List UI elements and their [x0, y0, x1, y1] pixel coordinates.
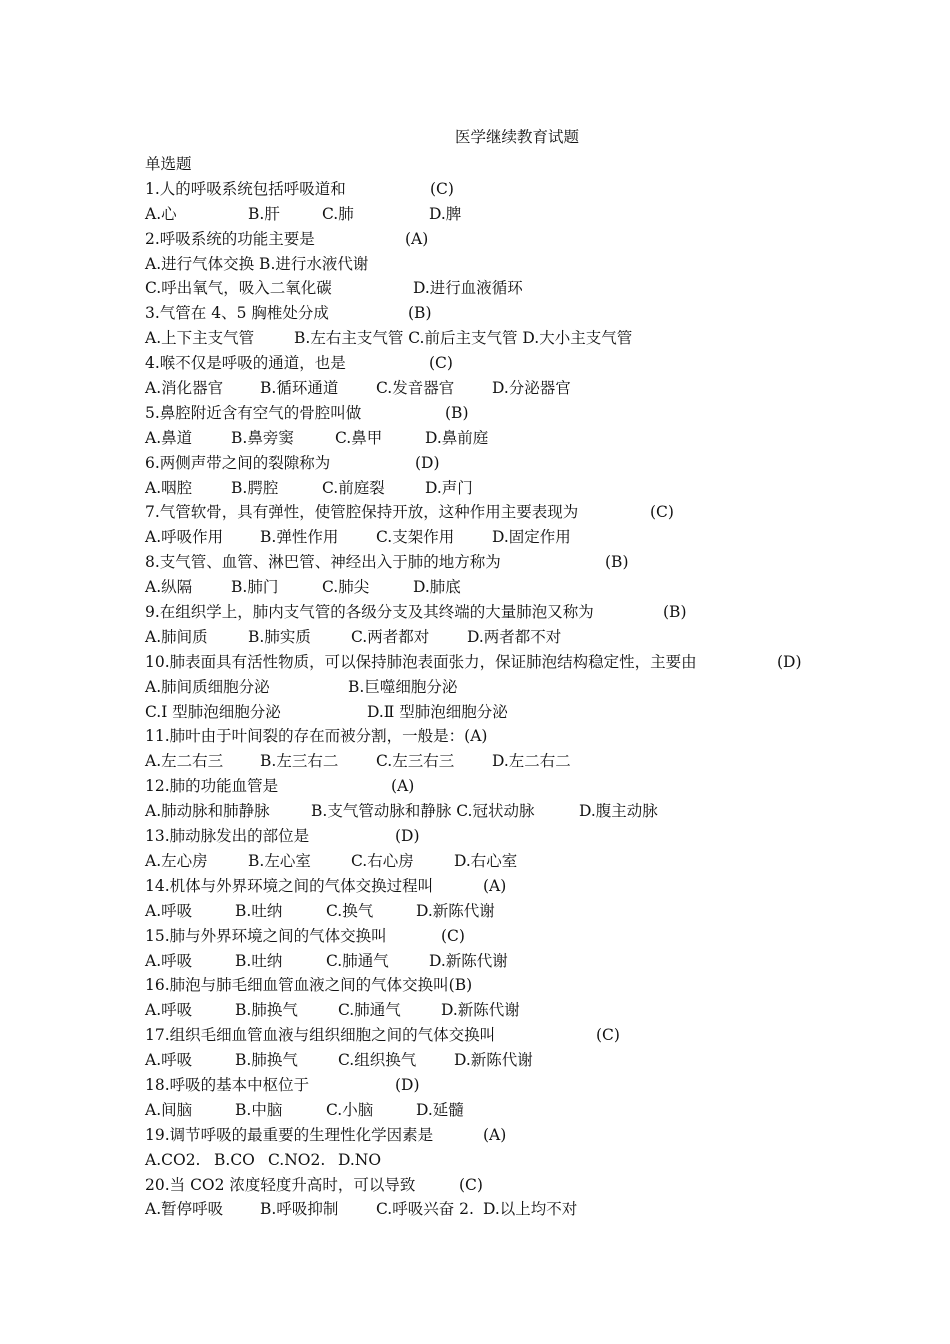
option-b: B.吐纳	[235, 901, 283, 920]
question-text: 19.调节呼吸的最重要的生理性化学因素是	[145, 1125, 434, 1144]
option-a: A.肺间质	[145, 627, 208, 646]
question-9	[145, 600, 935, 625]
option-d: D.两者都不对	[467, 627, 562, 646]
question-2	[145, 227, 935, 252]
options-row	[145, 749, 935, 774]
question-text: 2.呼吸系统的功能主要是	[145, 229, 315, 248]
question-4	[145, 351, 935, 376]
option-c: C.右心房	[351, 851, 414, 870]
options-row	[145, 675, 935, 700]
question-7	[145, 500, 935, 525]
option-a: A.呼吸	[145, 1001, 193, 1020]
option-b: B.弹性作用	[260, 528, 339, 547]
answer-key: (A)	[464, 727, 488, 746]
option-a: A.心	[145, 204, 177, 223]
option-b: B.中脑	[235, 1100, 283, 1119]
option-d: D.NO	[338, 1150, 382, 1169]
answer-key: (A)	[391, 777, 415, 796]
option-d: D.新陈代谢	[429, 951, 508, 970]
question-text: 13.肺动脉发出的部位是	[145, 827, 310, 846]
option-c: C.鼻甲	[335, 428, 383, 447]
question-text: 9.在组织学上，肺内支气管的各级分支及其终端的大量肺泡又称为	[145, 603, 594, 622]
question-5	[145, 401, 935, 426]
answer-key: (C)	[596, 1026, 620, 1045]
question-text: 7.气管软骨，具有弹性，使管腔保持开放，这种作用主要表现为	[145, 503, 579, 522]
option-c: C.左三右三	[376, 752, 455, 771]
option-a: A.咽腔	[145, 478, 193, 497]
option-a: A.肺动脉和肺静脉	[145, 802, 270, 821]
question-text: 8.支气管、血管、淋巴管、神经出入于肺的地方称为	[145, 553, 501, 572]
option-c: C.支架作用	[376, 528, 455, 547]
option-d: D.以上均不对	[483, 1200, 578, 1219]
option-b: B.巨噬细胞分泌	[348, 677, 458, 696]
question-14	[145, 874, 935, 899]
question-list	[145, 152, 935, 1222]
question-19	[145, 1123, 935, 1148]
option-c: C.换气	[326, 901, 374, 920]
option-a: A.间脑	[145, 1100, 193, 1119]
option-a: A.进行气体交换 B.进行水液代谢	[145, 254, 369, 273]
option-b: B.肺换气	[235, 1051, 298, 1070]
option-b: D.Ⅱ 型肺泡细胞分泌	[367, 702, 508, 721]
option-d: D.延髓	[416, 1100, 464, 1119]
option-b: B.CO	[214, 1150, 255, 1169]
option-d: D.新陈代谢	[416, 901, 495, 920]
question-16	[145, 973, 935, 998]
question-1	[145, 177, 935, 202]
option-d: D.左二右二	[492, 752, 571, 771]
option-a: A.上下主支气管	[145, 329, 255, 348]
answer-key: (D)	[415, 453, 440, 472]
option-b: B.肺换气	[235, 1001, 298, 1020]
question-15	[145, 924, 935, 949]
options-row	[145, 525, 935, 550]
option-a: C.呼出氧气，吸入二氧化碳	[145, 279, 332, 298]
option-a: A.呼吸	[145, 901, 193, 920]
option-c: C.小脑	[326, 1100, 374, 1119]
option-d: D.声门	[425, 478, 473, 497]
question-text: 12.肺的功能血管是	[145, 777, 279, 796]
question-text: 16.肺泡与肺毛细血管血液之间的气体交换叫	[145, 976, 449, 995]
option-a: A.鼻道	[145, 428, 193, 447]
answer-key: (A)	[483, 876, 507, 895]
option-b: B.吐纳	[235, 951, 283, 970]
options-row	[145, 949, 935, 974]
option-a: C.Ⅰ 型肺泡细胞分泌	[145, 702, 281, 721]
option-a: A.左二右三	[145, 752, 224, 771]
option-c: C.组织换气	[338, 1051, 417, 1070]
answer-key: (B)	[605, 553, 629, 572]
options-row	[145, 202, 935, 227]
answer-key: (C)	[430, 179, 454, 198]
question-13	[145, 824, 935, 849]
question-text: 5.鼻腔附近含有空气的骨腔叫做	[145, 403, 362, 422]
answer-key: (D)	[777, 652, 802, 671]
option-b: B.左三右二	[260, 752, 339, 771]
option-d: D.鼻前庭	[425, 428, 489, 447]
answer-key: (C)	[650, 503, 674, 522]
option-b: B.呼吸抑制	[260, 1200, 339, 1219]
option-c: C.肺	[322, 204, 354, 223]
option-c: C.肺尖	[322, 578, 370, 597]
option-d: D.固定作用	[492, 528, 571, 547]
question-17	[145, 1023, 935, 1048]
question-text: 17.组织毛细血管血液与组织细胞之间的气体交换叫	[145, 1026, 496, 1045]
option-a: A.CO2.	[145, 1150, 201, 1169]
options-row	[145, 1098, 935, 1123]
answer-key: (B)	[448, 976, 473, 995]
option-b: D.进行血液循环	[413, 279, 523, 298]
option-a: A.肺间质细胞分泌	[145, 677, 270, 696]
options-row	[145, 899, 935, 924]
options-row	[145, 426, 935, 451]
option-a: A.纵隔	[145, 578, 193, 597]
option-a: A.呼吸作用	[145, 528, 224, 547]
answer-key: (B)	[408, 304, 432, 323]
options-row	[145, 575, 935, 600]
option-a: A.呼吸	[145, 951, 193, 970]
question-text: 18.呼吸的基本中枢位于	[145, 1075, 310, 1094]
section-heading: 单选题	[145, 155, 192, 173]
options-row	[145, 1148, 935, 1173]
option-d: D.脾	[429, 204, 462, 223]
option-b: B.左心室	[248, 851, 311, 870]
option-b: B.肺门	[231, 578, 279, 597]
option-c: D.腹主动脉	[579, 802, 658, 821]
option-b: B.鼻旁窦	[231, 428, 294, 447]
option-a: A.消化器官	[145, 379, 224, 398]
option-b: B.循环通道	[260, 379, 339, 398]
question-12	[145, 774, 935, 799]
question-text: 15.肺与外界环境之间的气体交换叫	[145, 926, 387, 945]
question-text: 20.当 CO2 浓度轻度升高时，可以导致	[145, 1175, 416, 1194]
answer-key: (C)	[429, 354, 453, 373]
question-text: 10.肺表面具有活性物质，可以保持肺泡表面张力，保证肺泡结构稳定性，主要由	[145, 652, 697, 671]
option-a: A.呼吸	[145, 1051, 193, 1070]
option-a: A.暂停呼吸	[145, 1200, 224, 1219]
option-b: B.支气管动脉和静脉 C.冠状动脉	[311, 802, 535, 821]
question-text: 11.肺叶由于叶间裂的存在而被分割，一般是：	[145, 727, 465, 746]
question-10	[145, 650, 935, 675]
option-d: D.新陈代谢	[454, 1051, 533, 1070]
options-row	[145, 476, 935, 501]
option-c: C.前庭裂	[322, 478, 385, 497]
question-text: 14.机体与外界环境之间的气体交换过程叫	[145, 876, 434, 895]
option-c: C.发音器官	[376, 379, 455, 398]
option-d: D.右心室	[454, 851, 518, 870]
options-row	[145, 625, 935, 650]
question-text: 6.两侧声带之间的裂隙称为	[145, 453, 331, 472]
answer-key: (D)	[395, 1075, 420, 1094]
answer-key: (C)	[441, 926, 465, 945]
options-row	[145, 849, 935, 874]
option-d: D.新陈代谢	[441, 1001, 520, 1020]
option-b: B.肺实质	[248, 627, 311, 646]
question-6	[145, 451, 935, 476]
answer-key: (D)	[395, 827, 420, 846]
option-c: C.呼吸兴奋 2.	[376, 1200, 474, 1219]
options-row	[145, 1197, 935, 1222]
answer-key: (B)	[663, 603, 687, 622]
question-text: 4.喉不仅是呼吸的通道，也是	[145, 354, 346, 373]
question-8	[145, 550, 935, 575]
question-3	[145, 301, 935, 326]
answer-key: (B)	[445, 403, 469, 422]
question-11	[145, 724, 935, 749]
answer-key: (A)	[405, 229, 429, 248]
question-text: 1.人的呼吸系统包括呼吸道和	[145, 179, 346, 198]
document-title: 医学继续教育试题	[455, 128, 580, 146]
option-d: D.肺底	[413, 578, 461, 597]
option-b: B.腭腔	[231, 478, 279, 497]
option-d: D.分泌器官	[492, 379, 571, 398]
option-c: C.肺通气	[326, 951, 389, 970]
options-row	[145, 700, 935, 725]
option-c: C.两者都对	[351, 627, 430, 646]
answer-key: (A)	[483, 1125, 507, 1144]
option-b: B.肝	[248, 204, 280, 223]
option-a: A.左心房	[145, 851, 208, 870]
option-c: C.NO2.	[268, 1150, 326, 1169]
option-c: C.肺通气	[338, 1001, 401, 1020]
options-row	[145, 998, 935, 1023]
options-row	[145, 1048, 935, 1073]
question-18	[145, 1073, 935, 1098]
answer-key: (C)	[459, 1175, 483, 1194]
options-row	[145, 376, 935, 401]
options-row	[145, 276, 935, 301]
question-text: 3.气管在 4、5 胸椎处分成	[145, 304, 329, 323]
options-row	[145, 326, 935, 351]
question-20	[145, 1173, 935, 1198]
options-row	[145, 799, 935, 824]
options-row	[145, 252, 935, 277]
option-b: B.左右主支气管 C.前后主支气管 D.大小主支气管	[294, 329, 633, 348]
